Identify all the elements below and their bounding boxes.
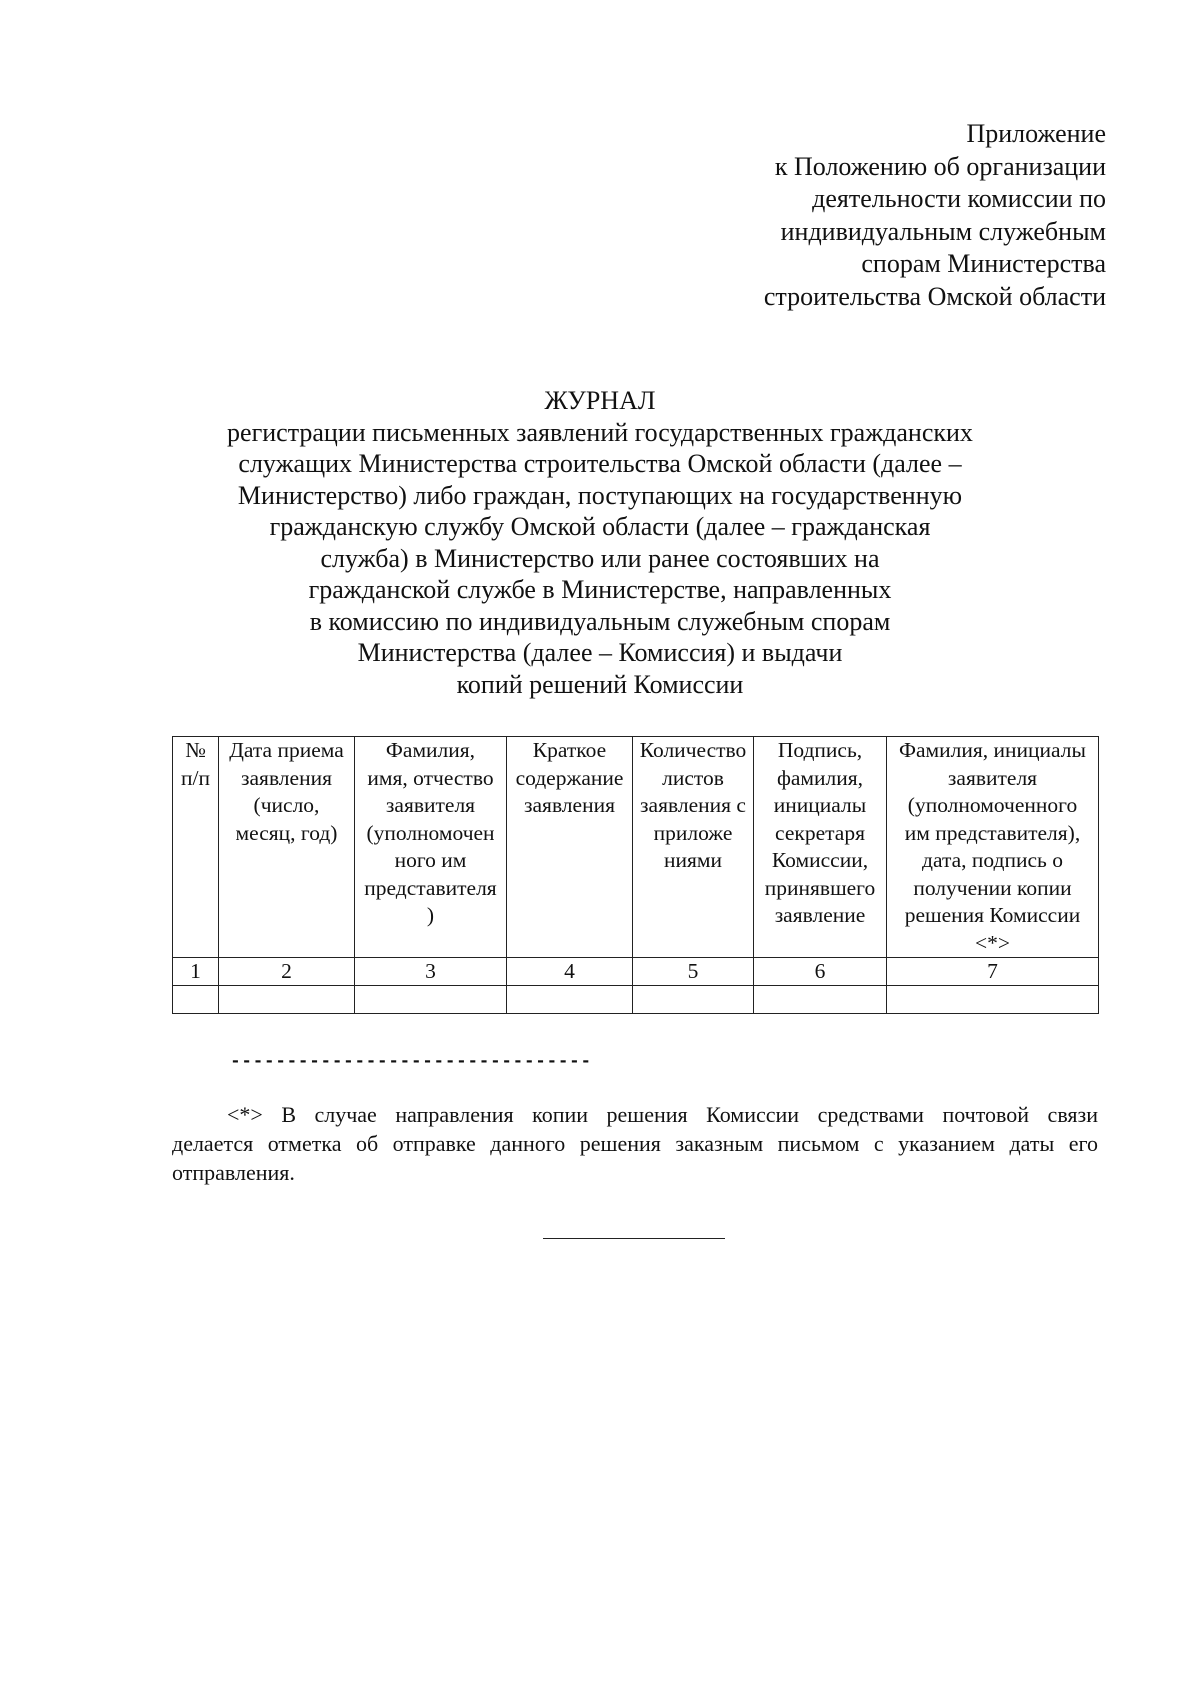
column-header-secretary-signature bbox=[754, 737, 887, 958]
header-line: заявление bbox=[774, 903, 866, 927]
journal-subtitle-line: регистрации письменных заявлений государственных гражданских bbox=[227, 417, 973, 447]
header-line: (число, bbox=[253, 793, 320, 817]
header-line: Подпись, bbox=[777, 738, 863, 762]
header-line: Фамилия, инициалы bbox=[899, 738, 1086, 762]
header-line: принявшего bbox=[764, 875, 876, 900]
header-line: заявления bbox=[524, 793, 615, 817]
header-line: (уполномочен bbox=[366, 820, 495, 845]
header-line: Комиссии, bbox=[771, 848, 869, 872]
header-line: заявителя bbox=[947, 765, 1038, 790]
appendix-line: индивидуальным служебным bbox=[780, 216, 1106, 246]
journal-subtitle-line: гражданской службе в Министерстве, направленных bbox=[308, 575, 892, 604]
header-line: приложе bbox=[653, 820, 733, 845]
header-line: дата, подпись о bbox=[922, 848, 1063, 872]
appendix-block bbox=[586, 118, 1106, 313]
header-line: представителя bbox=[364, 875, 497, 900]
table-cell bbox=[355, 986, 507, 1014]
registration-journal-table bbox=[172, 736, 1099, 1014]
header-line: ) bbox=[426, 903, 435, 927]
journal-subtitle-line: копий решений Комиссии bbox=[456, 669, 744, 699]
footnote-separator: -------------------------------- bbox=[230, 1052, 592, 1072]
journal-subtitle-line: Министерство) либо граждан, поступающих на государственную bbox=[237, 480, 963, 510]
column-header-applicant-name bbox=[355, 737, 507, 958]
journal-subtitle-line: служба) в Министерство или ранее состоявших на bbox=[320, 543, 880, 573]
header-line: листов bbox=[662, 765, 724, 790]
column-header-number bbox=[173, 737, 219, 958]
footnote-line: делается отметка об отправке данного решения заказным письмом с указанием даты его bbox=[172, 1131, 1098, 1156]
header-line: ниями bbox=[663, 848, 722, 872]
appendix-line: к Положению об организации bbox=[774, 151, 1106, 181]
column-number-cell: 6 bbox=[754, 958, 887, 986]
journal-subtitle-line: Министерства (далее – Комиссия) и выдачи bbox=[357, 638, 843, 667]
table-cell bbox=[754, 986, 887, 1014]
header-line: имя, отчество bbox=[367, 765, 494, 790]
journal-heading bbox=[180, 385, 1020, 700]
header-line: месяц, год) bbox=[235, 820, 338, 845]
footnote-line: <*> В случае направления копии решения Комиссии средствами почтовой связи bbox=[227, 1102, 1098, 1127]
header-line: заявления bbox=[241, 765, 332, 790]
header-line: заявителя bbox=[385, 793, 476, 817]
footnote-text bbox=[172, 1100, 1098, 1187]
end-of-document-rule bbox=[543, 1238, 725, 1239]
column-header-date bbox=[219, 737, 355, 958]
footnote-line: отправления. bbox=[172, 1160, 295, 1185]
appendix-line: спорам Министерства bbox=[861, 249, 1106, 278]
header-line: секретаря bbox=[775, 820, 865, 845]
column-number-cell: 7 bbox=[887, 958, 1099, 986]
column-number-row bbox=[173, 958, 1099, 986]
header-line: инициалы bbox=[773, 793, 867, 817]
table-cell bbox=[173, 986, 219, 1014]
header-line: Дата приема bbox=[229, 738, 344, 762]
table-header-row bbox=[173, 737, 1099, 958]
appendix-line: деятельности комиссии по bbox=[812, 184, 1106, 213]
column-number-cell: 4 bbox=[507, 958, 633, 986]
column-number-cell: 2 bbox=[219, 958, 355, 986]
header-line: Фамилия, bbox=[385, 738, 476, 762]
table-cell bbox=[507, 986, 633, 1014]
column-header-summary bbox=[507, 737, 633, 958]
header-line: Количество bbox=[639, 738, 747, 762]
journal-subtitle-line: служащих Министерства строительства Омской области (далее – bbox=[238, 449, 962, 478]
journal-subtitle-line: в комиссию по индивидуальным служебным спорам bbox=[309, 606, 891, 636]
header-line: им представителя), bbox=[904, 820, 1081, 845]
header-line: <*> bbox=[974, 930, 1010, 955]
header-line: (уполномоченного bbox=[907, 793, 1078, 817]
appendix-line: Приложение bbox=[966, 119, 1106, 148]
header-line: п/п bbox=[181, 765, 210, 790]
appendix-line: строительства Омской области bbox=[763, 281, 1106, 311]
table-row bbox=[173, 986, 1099, 1014]
column-number-cell: 3 bbox=[355, 958, 507, 986]
journal-subtitle-line: гражданскую службу Омской области (далее – гражданская bbox=[269, 512, 931, 541]
header-line: заявления с bbox=[640, 793, 746, 817]
header-line: получении копии bbox=[913, 875, 1072, 900]
column-number-cell: 5 bbox=[633, 958, 754, 986]
table-cell bbox=[219, 986, 355, 1014]
column-header-sheet-count bbox=[633, 737, 754, 958]
column-header-copy-receipt bbox=[887, 737, 1099, 958]
table-cell bbox=[887, 986, 1099, 1014]
header-line: Краткое bbox=[532, 738, 607, 762]
table-cell bbox=[633, 986, 754, 1014]
column-number-cell: 1 bbox=[173, 958, 219, 986]
header-line: фамилия, bbox=[776, 765, 864, 790]
header-line: ного им bbox=[394, 848, 467, 872]
header-line: содержание bbox=[515, 765, 624, 790]
journal-title: ЖУРНАЛ bbox=[544, 386, 656, 415]
header-line: решения Комиссии bbox=[904, 903, 1081, 927]
header-line: № bbox=[185, 738, 206, 762]
